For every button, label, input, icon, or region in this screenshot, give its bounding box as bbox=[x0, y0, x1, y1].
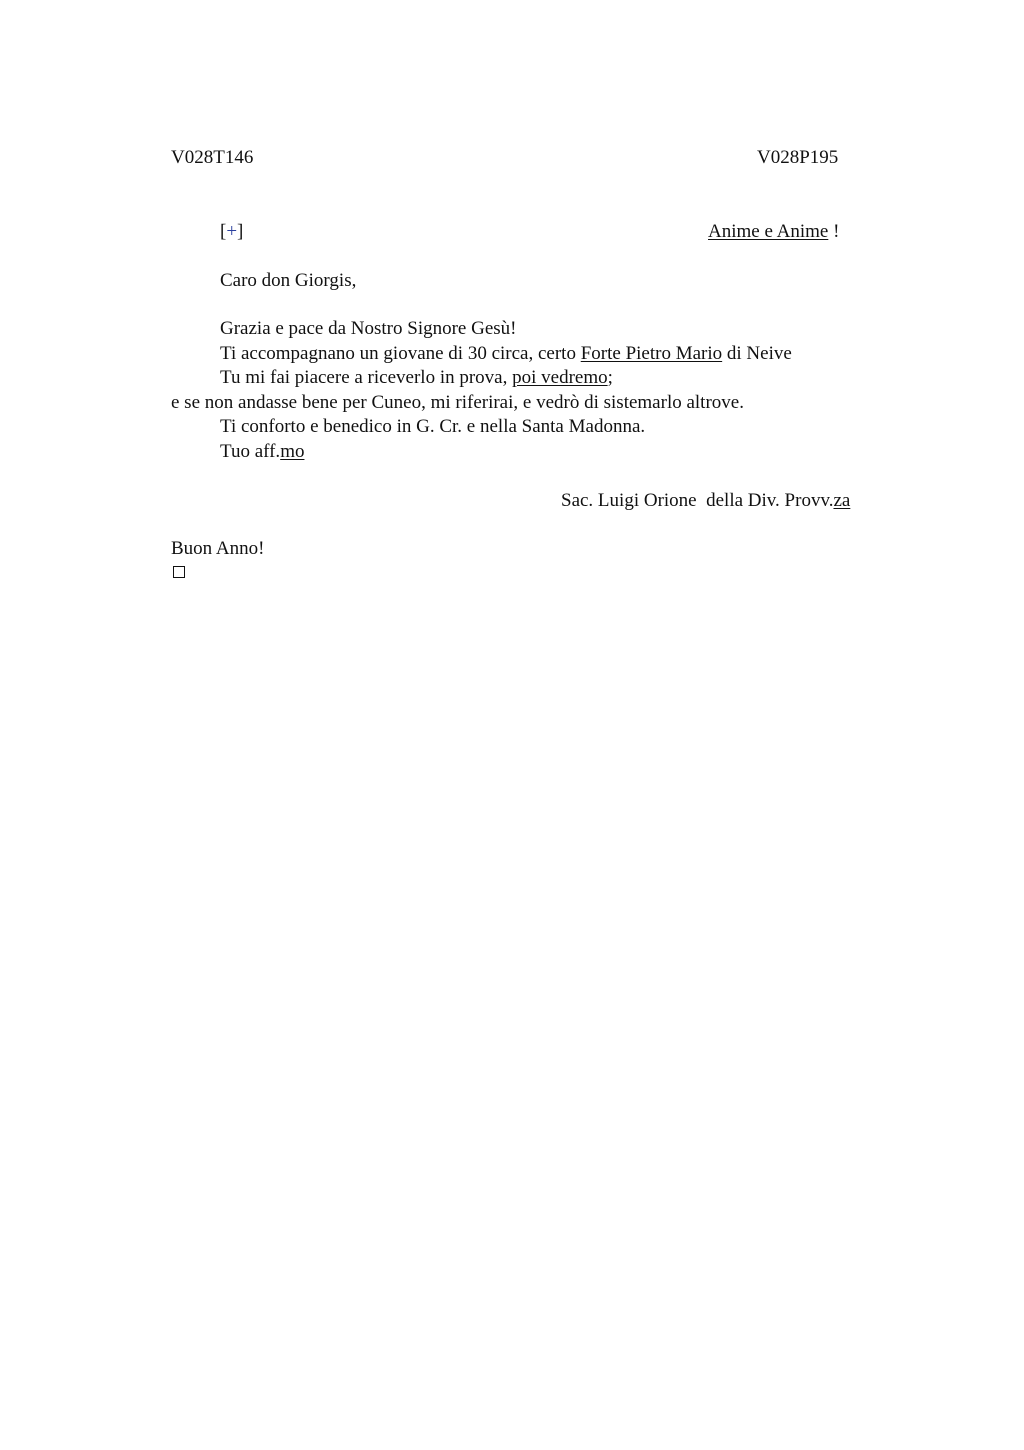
motto-text: Anime e Anime bbox=[708, 221, 829, 242]
letter-line-3 bbox=[220, 366, 613, 390]
line3-end: ; bbox=[607, 367, 613, 388]
letter-line-5: Ti conforto e benedico in G. Cr. e nella Santa Madonna. bbox=[220, 416, 646, 437]
signature-suffix: za bbox=[833, 490, 851, 511]
marker-open-bracket: [ bbox=[220, 221, 227, 242]
signature-text: Sac. Luigi Orione della Div. Provv. bbox=[561, 490, 834, 511]
salutation: Caro don Giorgis, bbox=[220, 270, 357, 291]
letter-line-2 bbox=[220, 342, 792, 366]
postscript: Buon Anno! bbox=[171, 538, 265, 559]
person-name: Forte Pietro Mario bbox=[580, 343, 723, 364]
cross-marker bbox=[220, 220, 243, 244]
closing bbox=[220, 440, 304, 464]
motto-suffix: ! bbox=[828, 221, 840, 242]
line2-start: Ti accompagnano un giovane di 30 circa, certo bbox=[220, 343, 581, 364]
line3-underlined: poi vedremo bbox=[512, 367, 608, 388]
doc-code-right: V028P195 bbox=[757, 147, 839, 168]
greeting: Grazia e pace da Nostro Signore Gesù! bbox=[220, 318, 517, 339]
closing-underlined: mo bbox=[280, 441, 305, 462]
checkbox-glyph-icon bbox=[173, 566, 185, 578]
line2-end: di Neive bbox=[722, 343, 792, 364]
closing-text: Tuo aff. bbox=[220, 441, 281, 462]
signature bbox=[561, 489, 850, 513]
letter-line-4: e se non andasse bene per Cuneo, mi riferirai, e vedrò di sistemarlo altrove. bbox=[171, 392, 744, 413]
cross-icon: + bbox=[226, 221, 238, 242]
marker-close-bracket: ] bbox=[237, 221, 244, 242]
line3-start: Tu mi fai piacere a riceverlo in prova, bbox=[220, 367, 513, 388]
doc-code-left: V028T146 bbox=[171, 147, 254, 168]
motto bbox=[708, 220, 839, 244]
